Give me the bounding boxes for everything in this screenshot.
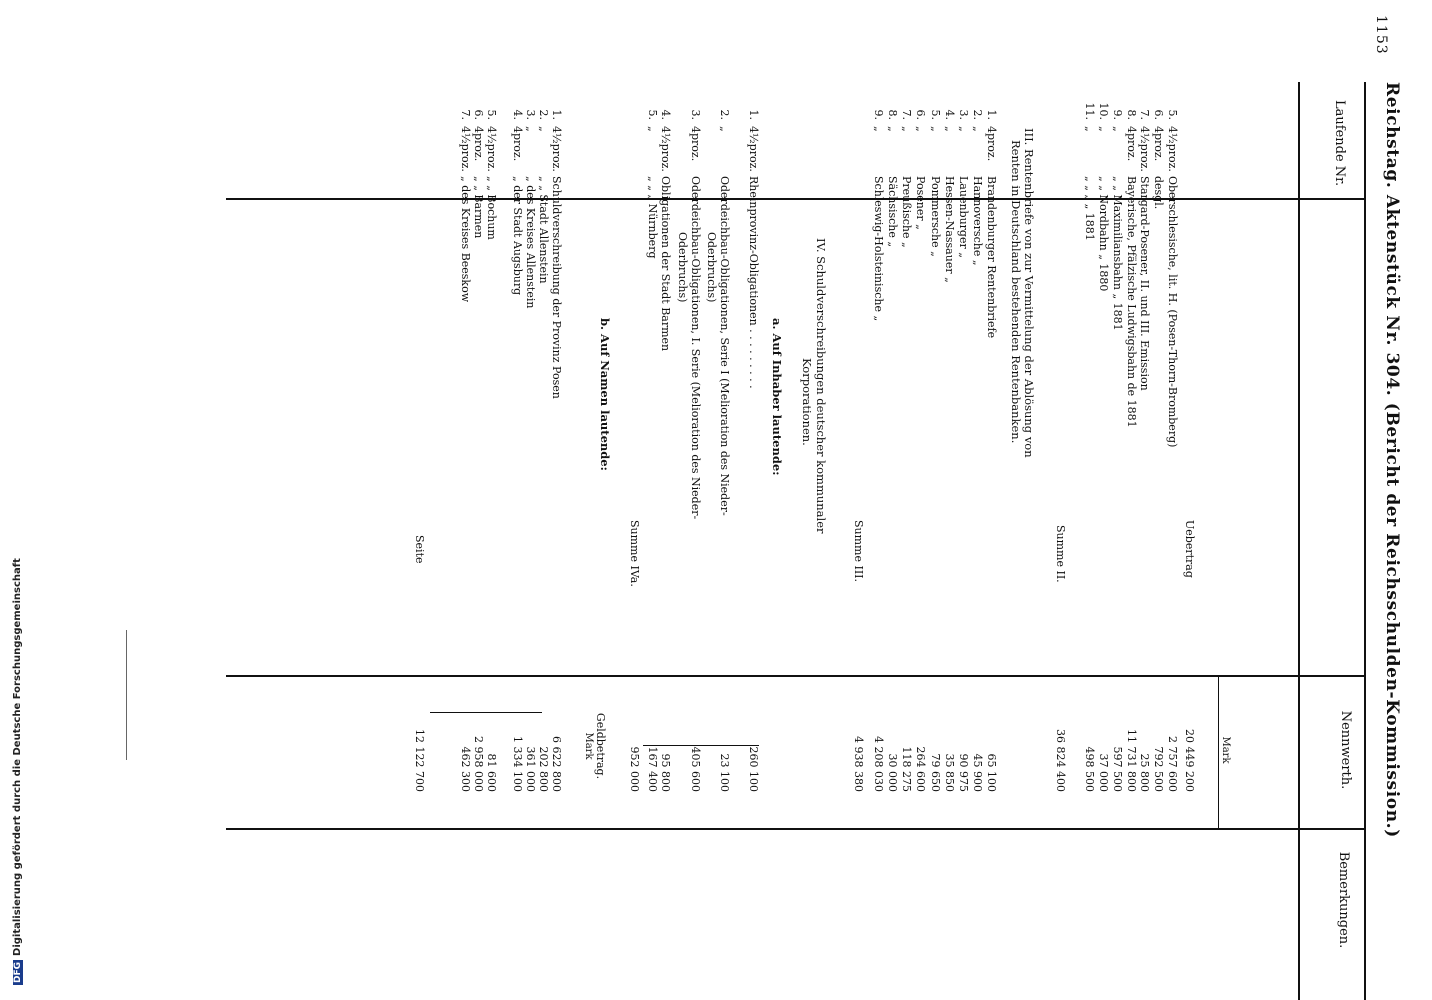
security-description: Hannoversche „ bbox=[970, 176, 984, 266]
nominal-value: 792 500 bbox=[1152, 746, 1166, 792]
nominal-value: 4 208 030 bbox=[872, 736, 886, 792]
table-top-rule bbox=[1364, 82, 1366, 1000]
cash-value: 81 600 bbox=[485, 753, 498, 792]
security-description: „ „ Nordbahn „ 1880 bbox=[1097, 176, 1110, 292]
security-description: „ „ Maximiliansbahn „ 1881 bbox=[1110, 176, 1124, 331]
interest-rate: „ bbox=[970, 126, 984, 132]
nominal-value: 37 000 bbox=[1097, 753, 1110, 792]
interest-rate: „ bbox=[524, 126, 537, 132]
interest-rate: „ bbox=[914, 126, 928, 132]
sum-ii-label: Summe II. bbox=[1054, 525, 1067, 583]
cash-value: 6 622 800 bbox=[550, 736, 563, 792]
sum-ii-value: 36 824 400 bbox=[1054, 729, 1067, 792]
nominal-value: 45 900 bbox=[970, 753, 984, 792]
security-description: Brandenburger Rentenbriefe bbox=[985, 176, 998, 339]
security-description-cont: Oderbruchs) bbox=[676, 232, 689, 303]
interest-rate: 4½proz. bbox=[747, 126, 760, 172]
subsection-iva-heading: a. Auf Inhaber lautende: bbox=[770, 318, 784, 476]
row-number: 8. bbox=[1124, 109, 1138, 120]
row-number: 5. bbox=[646, 109, 659, 120]
row-number: 2. bbox=[537, 109, 550, 120]
security-description: „ „ Bochum bbox=[485, 176, 498, 240]
interest-rate: „ bbox=[900, 126, 914, 132]
security-description: Oderdeichbau-Obligationen, Serie I (Melioration des Nieder- bbox=[718, 176, 731, 516]
interest-rate: 4½proz. bbox=[659, 126, 672, 172]
geldbetrag-unit: Mark bbox=[583, 732, 594, 760]
row-number: 4. bbox=[511, 109, 524, 120]
column-header-nennwerth: Nennwerth. bbox=[1338, 710, 1353, 790]
interest-rate: 4proz. bbox=[472, 126, 485, 162]
interest-rate: 4½proz. bbox=[1166, 126, 1179, 172]
sum-bracket-rule bbox=[643, 745, 759, 746]
interest-rate: 4½proz. bbox=[550, 126, 563, 172]
uebertrag-value: 20 449 200 bbox=[1183, 729, 1196, 792]
interest-rate: „ bbox=[956, 126, 970, 132]
row-number: 4. bbox=[942, 109, 956, 120]
interest-rate: „ bbox=[646, 126, 659, 132]
row-number: 6. bbox=[1152, 109, 1166, 120]
interest-rate: „ bbox=[886, 126, 900, 132]
interest-rate: 4proz. bbox=[1124, 126, 1138, 162]
security-description: Obligationen der Stadt Barmen bbox=[659, 176, 672, 352]
page-title: Reichstag. Aktenstück Nr. 304. (Bericht der Reichsschulden-Kommission.) bbox=[1382, 82, 1402, 838]
scan-mark bbox=[126, 630, 127, 760]
row-number: 2. bbox=[718, 109, 731, 120]
nominal-value: 264 600 bbox=[914, 746, 928, 792]
interest-rate: 4proz. bbox=[1152, 126, 1166, 162]
row-number: 10. bbox=[1097, 102, 1110, 120]
nominal-value: 90 975 bbox=[956, 753, 970, 792]
nominal-value: 25 800 bbox=[1138, 753, 1152, 792]
row-number: 6. bbox=[914, 109, 928, 120]
row-number: 4. bbox=[659, 109, 672, 120]
security-description: Sächsische „ bbox=[886, 176, 900, 248]
row-number: 8. bbox=[886, 109, 900, 120]
row-number: 1. bbox=[747, 109, 760, 120]
row-number: 5. bbox=[928, 109, 942, 120]
interest-rate: „ bbox=[1097, 126, 1110, 132]
security-description: Rheinprovinz-Obligationen . . . . . . . . . bbox=[747, 176, 760, 389]
interest-rate: 4proz. bbox=[511, 126, 524, 162]
geldbetrag-header: Geldbetrag. bbox=[594, 712, 607, 780]
interest-rate: „ bbox=[537, 126, 550, 132]
security-description: „ des Kreises Beeskow bbox=[459, 176, 472, 303]
row-number: 5. bbox=[1166, 109, 1179, 120]
interest-rate: 4proz. bbox=[985, 126, 998, 162]
nominal-value: 11 731 800 bbox=[1124, 729, 1138, 792]
seite-label: Seite bbox=[413, 535, 426, 564]
row-number: 7. bbox=[459, 109, 472, 120]
cash-value: 1 334 100 bbox=[511, 736, 524, 792]
section-iii-heading: III. Rentenbriefe von zur Vermittelung der Ablösung von bbox=[1022, 128, 1036, 458]
security-description: Posener „ bbox=[914, 176, 928, 230]
rule-before-nenn bbox=[226, 675, 1366, 677]
security-description: Preußische „ bbox=[900, 176, 914, 248]
row-number: 7. bbox=[900, 109, 914, 120]
sum-iii-label: Summe III. bbox=[852, 520, 865, 583]
nominal-value: 23 100 bbox=[718, 753, 731, 792]
row-number: 5. bbox=[485, 109, 498, 120]
row-number: 3. bbox=[524, 109, 537, 120]
rule-after-lfd bbox=[226, 198, 1366, 200]
nominal-value: 597 500 bbox=[1110, 746, 1124, 792]
interest-rate: 4½proz. bbox=[485, 126, 498, 172]
column-header-bemerkungen: Bemerkungen. bbox=[1336, 851, 1351, 949]
security-description: Hessen-Nassauer „ bbox=[942, 176, 956, 283]
interest-rate: „ bbox=[1110, 126, 1124, 132]
geld-bracket-rule bbox=[430, 712, 542, 713]
rule-before-bem bbox=[226, 828, 1366, 830]
row-number: 1. bbox=[985, 109, 998, 120]
nominal-value: 498 500 bbox=[1083, 746, 1097, 792]
nominal-value: 118 275 bbox=[900, 746, 914, 792]
nominal-value: 167 400 bbox=[646, 746, 659, 792]
sum-iva-value: 952 000 bbox=[628, 746, 641, 792]
security-description: Stargard-Posener, II. und III. Emission bbox=[1138, 176, 1152, 391]
dfg-badge: DFG bbox=[13, 961, 23, 983]
security-description: Pommersche „ bbox=[928, 176, 942, 257]
interest-rate: „ bbox=[1083, 126, 1097, 132]
security-description: „ „ Barmen bbox=[472, 176, 485, 239]
row-number: 9. bbox=[872, 109, 886, 120]
cash-value: 361 000 bbox=[524, 746, 537, 792]
page-number: 1153 bbox=[1373, 15, 1389, 55]
row-number: 1. bbox=[550, 109, 563, 120]
nominal-value: 95 800 bbox=[659, 753, 672, 792]
security-description: Oderdeichbau-Obligationen, I. Serie (Melioration des Nieder- bbox=[689, 176, 702, 520]
digitization-credit bbox=[0, 0, 24, 1000]
nominal-value: 2 757 600 bbox=[1166, 736, 1179, 792]
row-number: 9. bbox=[1110, 109, 1124, 120]
cash-value: 202 800 bbox=[537, 746, 550, 792]
security-description: „ „ Stadt Allenstein bbox=[537, 176, 550, 284]
interest-rate: 4½proz. bbox=[1138, 126, 1152, 172]
mark-underline bbox=[1218, 675, 1219, 828]
sum-iva-label: Summe IVa. bbox=[628, 520, 641, 587]
seite-value: 12 122 700 bbox=[413, 729, 426, 792]
digitization-credit-text: Digitalisierung gefördert durch die Deutsche Forschungsgemeinschaft bbox=[12, 558, 23, 956]
sum-iii-value: 4 938 380 bbox=[852, 736, 865, 792]
row-number: 3. bbox=[689, 109, 702, 120]
section-iii-heading-cont: Renten in Deutschland bestehenden Rentenbanken. bbox=[1009, 140, 1023, 444]
nominal-value: 79 650 bbox=[928, 753, 942, 792]
cash-value: 2 958 000 bbox=[472, 736, 485, 792]
security-description: Schleswig-Holsteinische „ bbox=[872, 176, 886, 322]
nominal-value: 30 000 bbox=[886, 753, 900, 792]
column-header-lfd: Laufende Nr. bbox=[1332, 100, 1347, 187]
security-description: „ der Stadt Augsburg bbox=[511, 176, 524, 296]
nominal-value: 260 100 bbox=[747, 746, 760, 792]
security-description: Oberschlesische, lit. H. (Posen-Thorn-Bromberg) bbox=[1166, 176, 1179, 448]
interest-rate: „ bbox=[942, 126, 956, 132]
security-description: desgl. bbox=[1152, 176, 1166, 210]
security-description: „ „ „ „ 1881 bbox=[1083, 176, 1097, 241]
interest-rate: 4½proz. bbox=[459, 126, 472, 172]
subsection-ivb-heading: b. Auf Namen lautende: bbox=[598, 318, 612, 471]
document-page bbox=[182, 0, 1432, 1000]
row-number: 2. bbox=[970, 109, 984, 120]
security-description: „ „ „ Nürnberg bbox=[646, 176, 659, 259]
cash-value: 462 300 bbox=[459, 746, 472, 792]
nominal-value: 405 600 bbox=[689, 746, 702, 792]
security-description: „ des Kreises Allenstein bbox=[524, 176, 537, 309]
security-description: Bayerische, Pfälzische Ludwigsbahn de 1881 bbox=[1124, 176, 1138, 428]
nominal-value: 35 850 bbox=[942, 753, 956, 792]
security-description: Schuldverschreibung der Provinz Posen bbox=[550, 176, 563, 399]
uebertrag-label: Uebertrag bbox=[1183, 520, 1196, 578]
row-number: 6. bbox=[472, 109, 485, 120]
row-number: 11. bbox=[1083, 102, 1097, 120]
nominal-value: 65 100 bbox=[985, 753, 998, 792]
interest-rate: „ bbox=[928, 126, 942, 132]
interest-rate: „ bbox=[718, 126, 731, 132]
column-unit-mark: Mark bbox=[1220, 736, 1231, 764]
header-bottom-rule bbox=[1299, 82, 1301, 1000]
row-number: 7. bbox=[1138, 109, 1152, 120]
section-iv-heading-cont: Korporationen. bbox=[800, 358, 814, 446]
row-number: 3. bbox=[956, 109, 970, 120]
interest-rate: „ bbox=[872, 126, 886, 132]
interest-rate: 4proz. bbox=[689, 126, 702, 162]
security-description-cont: Oderbruchs) bbox=[705, 232, 718, 303]
section-iv-heading: IV. Schuldverschreibungen deutscher kommunaler bbox=[814, 238, 828, 534]
security-description: Lauenburger „ bbox=[956, 176, 970, 258]
